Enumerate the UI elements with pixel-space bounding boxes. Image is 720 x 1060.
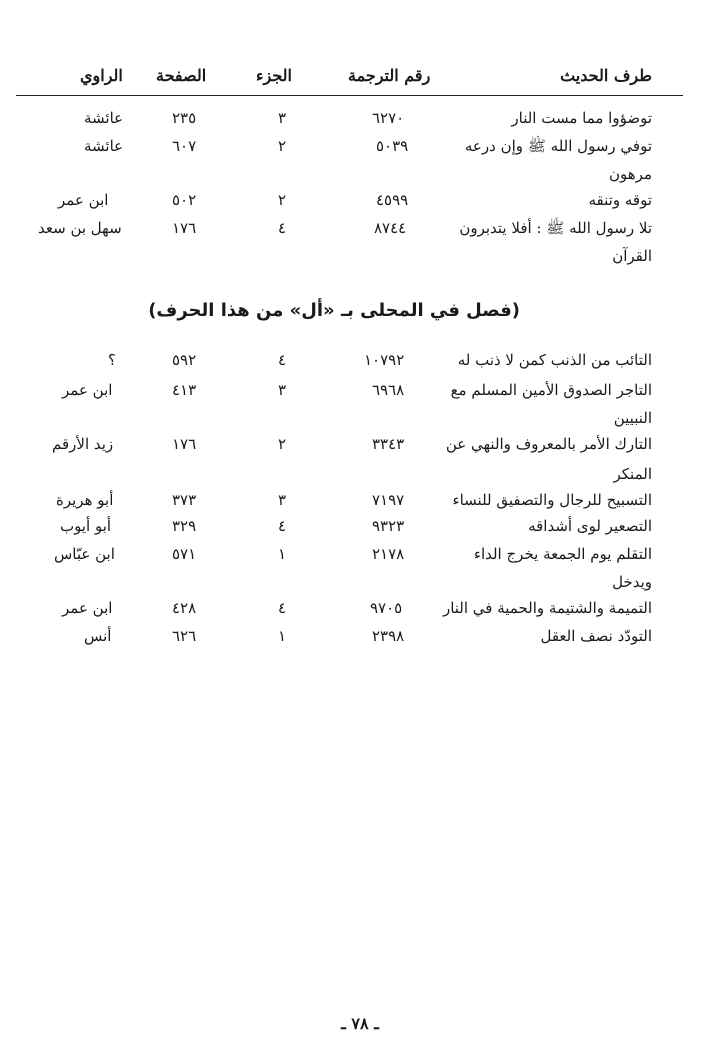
hadith-title: توضؤوا مما مست النار: [511, 109, 652, 127]
narrator: ابن عمر: [58, 191, 109, 209]
part-number: ١: [278, 627, 287, 645]
part-number: ٢: [278, 191, 287, 209]
page-ref: ٦٠٧: [172, 137, 197, 155]
hadith-title: التقلم يوم الجمعة يخرج الداء: [473, 545, 652, 563]
narrator: أبو أيوب: [60, 517, 112, 535]
page-ref: ٦٢٦: [172, 627, 197, 645]
part-number: ٤: [278, 351, 287, 369]
part-number: ٣: [278, 381, 287, 399]
hadith-title: توفي رسول الله ﷺ وإن درعه: [464, 137, 652, 155]
section-heading: (فصل في المحلى بـ «أل» من هذا الحرف): [148, 300, 520, 321]
narrator: ؟: [108, 351, 116, 369]
narrator: أنس: [84, 627, 112, 645]
part-number: ٢: [278, 137, 287, 155]
translation-number: ٣٣٤٣: [372, 435, 405, 453]
header-hadith: طرف الحديث: [560, 66, 652, 85]
narrator: ابن عمر: [62, 381, 113, 399]
header-narrator: الراوي: [80, 66, 123, 85]
page-number: ـ ٧٨ ـ: [341, 1014, 379, 1033]
part-number: ٤: [278, 599, 287, 617]
hadith-title-continuation: مرهون: [609, 165, 652, 183]
translation-number: ٦٩٦٨: [372, 381, 405, 399]
hadith-title-continuation: النبيين: [613, 409, 652, 427]
part-number: ٤: [278, 517, 287, 535]
hadith-title: تلا رسول الله ﷺ : أفلا يتدبرون: [459, 219, 652, 237]
header-rule: [16, 95, 683, 96]
narrator: ابن عبّاس: [54, 545, 115, 563]
page-ref: ٣٧٣: [172, 491, 197, 509]
header-page: الصفحة: [156, 66, 207, 85]
narrator: سهل بن سعد: [38, 219, 122, 237]
page-ref: ٢٣٥: [172, 109, 197, 127]
narrator: عائشة: [84, 109, 124, 127]
narrator: ابن عمر: [62, 599, 113, 617]
hadith-title: التسبيح للرجال والتصفيق للنساء: [452, 491, 652, 509]
hadith-title-continuation: المنكر: [613, 465, 652, 483]
hadith-title: التائب من الذنب كمن لا ذنب له: [457, 351, 652, 369]
translation-number: ٥٠٣٩: [376, 137, 409, 155]
hadith-title: التاجر الصدوق الأمين المسلم مع: [450, 381, 652, 399]
page-ref: ٣٢٩: [172, 517, 197, 535]
header-part: الجزء: [256, 66, 292, 85]
hadith-title-continuation: ويدخل: [612, 573, 652, 591]
hadith-title-continuation: القرآن: [612, 247, 652, 265]
hadith-title: التارك الأمر بالمعروف والنهي عن: [445, 435, 652, 453]
part-number: ١: [278, 545, 287, 563]
page-ref: ٤٢٨: [172, 599, 197, 617]
page-ref: ٥٠٢: [172, 191, 197, 209]
translation-number: ٤٥٩٩: [376, 191, 409, 209]
translation-number: ٩٧٠٥: [370, 599, 403, 617]
narrator: عائشة: [84, 137, 124, 155]
part-number: ٣: [278, 109, 287, 127]
page-ref: ١٧٦: [172, 219, 197, 237]
page-ref: ١٧٦: [172, 435, 197, 453]
translation-number: ٧١٩٧: [372, 491, 405, 509]
translation-number: ٢١٧٨: [372, 545, 405, 563]
translation-number: ١٠٧٩٢: [364, 351, 405, 369]
translation-number: ٢٣٩٨: [372, 627, 405, 645]
page-ref: ٥٧١: [172, 545, 197, 563]
part-number: ٤: [278, 219, 287, 237]
page-ref: ٥٩٢: [172, 351, 197, 369]
translation-number: ٨٧٤٤: [374, 219, 407, 237]
hadith-title: التصعير لوى أشداقه: [528, 517, 652, 535]
translation-number: ٩٣٢٣: [372, 517, 405, 535]
part-number: ٣: [278, 491, 287, 509]
page-ref: ٤١٣: [172, 381, 197, 399]
narrator: أبو هريرة: [56, 491, 114, 509]
narrator: زيد الأرقم: [52, 435, 114, 453]
hadith-title: التودّد نصف العقل: [540, 627, 652, 645]
header-translation-number: رقم الترجمة: [348, 66, 431, 85]
hadith-title: التميمة والشتيمة والحمية في النار: [442, 599, 652, 617]
hadith-title: توقه وتنقه: [588, 191, 652, 209]
translation-number: ٦٢٧٠: [372, 109, 405, 127]
part-number: ٢: [278, 435, 287, 453]
